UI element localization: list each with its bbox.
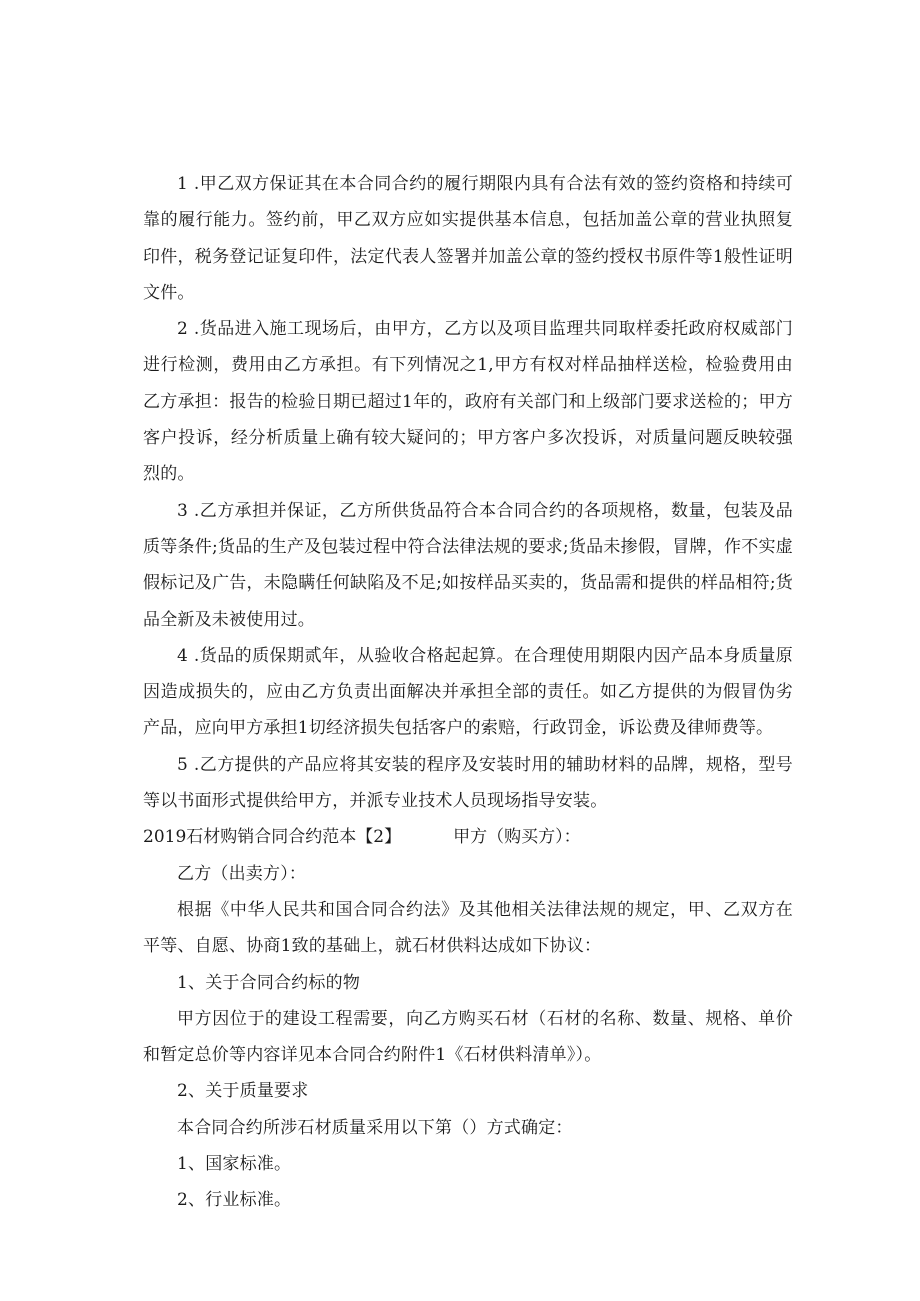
clause-4: 4 .货品的质保期贰年，从验收合格起起算。在合理使用期限内因产品本身质量原因造成损失的，应由乙方负责出面解决并承担全部的责任。如乙方提供的为假冒伪劣产品，应向甲方承担1切经济损失包括客户的索赔，行政罚金，诉讼费及律师费等。 [143,645,793,739]
clause-1: 1 .甲乙双方保证其在本合同合约的履行期限内具有合法有效的签约资格和持续可靠的履行能力。签约前，甲乙双方应如实提供基本信息，包括加盖公章的营业执照复印件，税务登记证复印件，法定代表人签署并加盖公章的签约授权书原件等1般性证明文件。 [143,174,793,303]
section-1-text: 甲方因位于的建设工程需要，向乙方购买石材（石材的名称、数量、规格、单价和暂定总价等内容详见本合同合约附件1《石材供料清单》）。 [143,1008,793,1066]
contract-title-line [143,819,793,855]
clause-5: 5 .乙方提供的产品应将其安装的程序及安装时用的辅助材料的品牌，规格，型号等以书面形式提供给甲方，并派专业技术人员现场指导安装。 [143,754,793,812]
clause-2: 2 .货品进入施工现场后，由甲方，乙方以及项目监理共同取样委托政府权威部门进行检测，费用由乙方承担。有下列情况之1,甲方有权对样品抽样送检，检验费用由乙方承担：报告的检验日期已超过1年的，政府有关部门和上级部门要求送检的；甲方客户投诉，经分析质量上确有较大疑问的；甲方客户多次投诉，对质量问题反映较强烈的。 [143,319,793,485]
option-industry-standard: 2、行业标准。 [177,1190,292,1211]
option-national-standard: 1、国家标准。 [177,1154,292,1175]
section-2-text: 本合同合约所涉石材质量采用以下第（）方式确定： [177,1117,573,1138]
party-b-label: 乙方（出卖方）： [177,863,307,884]
section-1-heading: 1、关于合同合约标的物 [177,972,361,993]
document-body [143,166,793,1219]
contract-title: 2019石材购销合同合约范本【2】 [143,827,402,848]
clause-3: 3 .乙方承担并保证，乙方所供货品符合本合同合约的各项规格，数量，包装及品质等条件;货品的生产及包装过程中符合法律法规的要求;货品未掺假，冒牌，作不实虚假标记及广告，未隐瞒任何缺陷及不足;如按样品买卖的，货品需和提供的样品相符;货品全新及未被使用过。 [143,500,793,630]
preamble: 根据《中华人民共和国合同合约法》及其他相关法律法规的规定，甲、乙双方在平等、自愿、协商1致的基础上，就石材供料达成如下协议： [143,899,793,957]
section-2-heading: 2、关于质量要求 [177,1081,309,1102]
party-a-label: 甲方（购买方）： [453,827,581,848]
